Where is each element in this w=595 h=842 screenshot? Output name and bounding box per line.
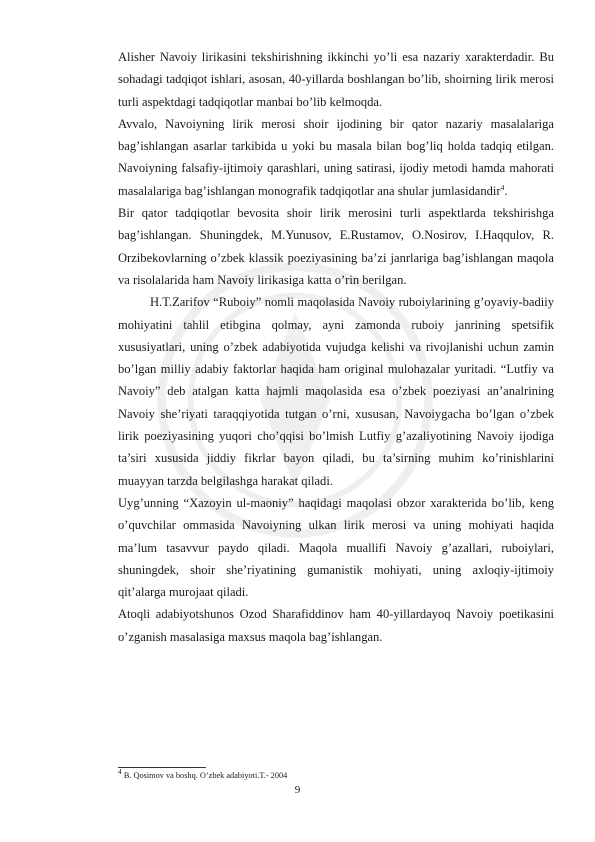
footnote-number: 4 (118, 767, 122, 777)
paragraph-3-text: Bir qator tadqiqotlar bevosita shoir lirik merosini turli aspektlarda tekshirishga bag’ishlangan. Shuningdek, M.Yunusov, E.Rustamov, O.Nosirov, I.Haqqulov, R. Orzibekovlarning o’zbek klassik poeziyasining ba’zi janrlariga bag’ishlangan maqola va risolalarida ham Navoiy lirikasiga katta o’rin berilgan. (118, 206, 554, 287)
footnote-divider (118, 767, 206, 768)
paragraph-2 (118, 113, 554, 202)
page-number: 9 (294, 784, 301, 796)
paragraph-2-text: Avvalo, Navoiyning lirik merosi shoir ijodining bir qator nazariy masalalariga bag’ishlangan asarlar tarkibida u yoki bu masala bilan bog’liq holda tadqiq etilgan. Navoiyning falsafiy-ijtimoiy qarashlari, uning satirasi, ijodiy metodi hamda mahorati masalalariga bag’ishlangan monografik tadqiqotlar ana shular jumlasidandir (118, 116, 554, 198)
paragraph-4-text: H.T.Zarifov “Ruboiy” nomli maqolasida Navoiy ruboiylarining g’oyaviy-badiiy mohiyatini tahlil etibgina qolmay, ayni zamonda ruboiy janrining spetsifik xususiyatlari, uning o’zbek adabiyotida vujudga kelishi va rivojlanishi uchun zamin bo’lgan milliy adabiy faktorlar haqida ham original mulohazalar yuritadi. “Lutfiy va Navoiy” deb atalgan katta hajmli maqolasida esa o’zbek poeziyasi an’analrining Navoiy she’riyati taraqqiyotida tutgan o’rni, xususan, Navoiygacha bo’lgan o’zbek lirik poeziyasining yuqori cho’qqisi bo’lmish Lutfiy g’azaliyotining Navoiy ijodiga ta’siri xususida jiddiy fikrlar bayon qiladi, bu ta’sirning muhim ko’rinishlarini muayyan tarzda belgilashga harakat qiladi. (118, 295, 554, 488)
paragraph-6 (118, 603, 554, 648)
paragraph-6-text: Atoqli adabiyotshunos Ozod Sharafiddinov ham 40-yillardayoq Navoiy poetikasini o’zganish masalasiga maxsus maqola bag’ishlangan. (118, 607, 554, 644)
body-text (118, 46, 554, 648)
footnote-reference: 4 (500, 182, 505, 192)
paragraph-5-text: Uyg’unning “Xazoyin ul-maoniy” haqidagi maqolasi obzor xarakterida bo’lib, keng o’quvchilar ommasida Navoiyning ulkan lirik merosi va uning mohiyati haqida ma’lum tasavvur paydo qiladi. Maqola muallifi Navoiy g’azallari, ruboiylari, shuningdek, shoir she’riyatining gumanistik mohiyati, uning axloqiy-ijtimoiy qit’alarga murojaat qiladi. (118, 495, 554, 600)
paragraph-3 (118, 202, 554, 291)
paragraph-4 (118, 291, 554, 492)
footnote (118, 767, 288, 781)
paragraph-2-tail: . (504, 183, 508, 198)
footnote-text: B. Qosimov va boshq. O’zbek adabiyoti.T.- 2004 (121, 771, 288, 780)
paragraph-1-text: Alisher Navoiy lirikasini tekshirishning ikkinchi yo’li esa nazariy xarakterdadir. Bu sohadagi tadqiqot ishlari, asosan, 40-yillarda boshlangan bo’lib, shoirning lirik merosi turli aspektdagi tadqiqotlar manbai bo’lib kelmoqda. (118, 50, 554, 109)
paragraph-5 (118, 492, 554, 603)
paragraph-1 (118, 46, 554, 113)
